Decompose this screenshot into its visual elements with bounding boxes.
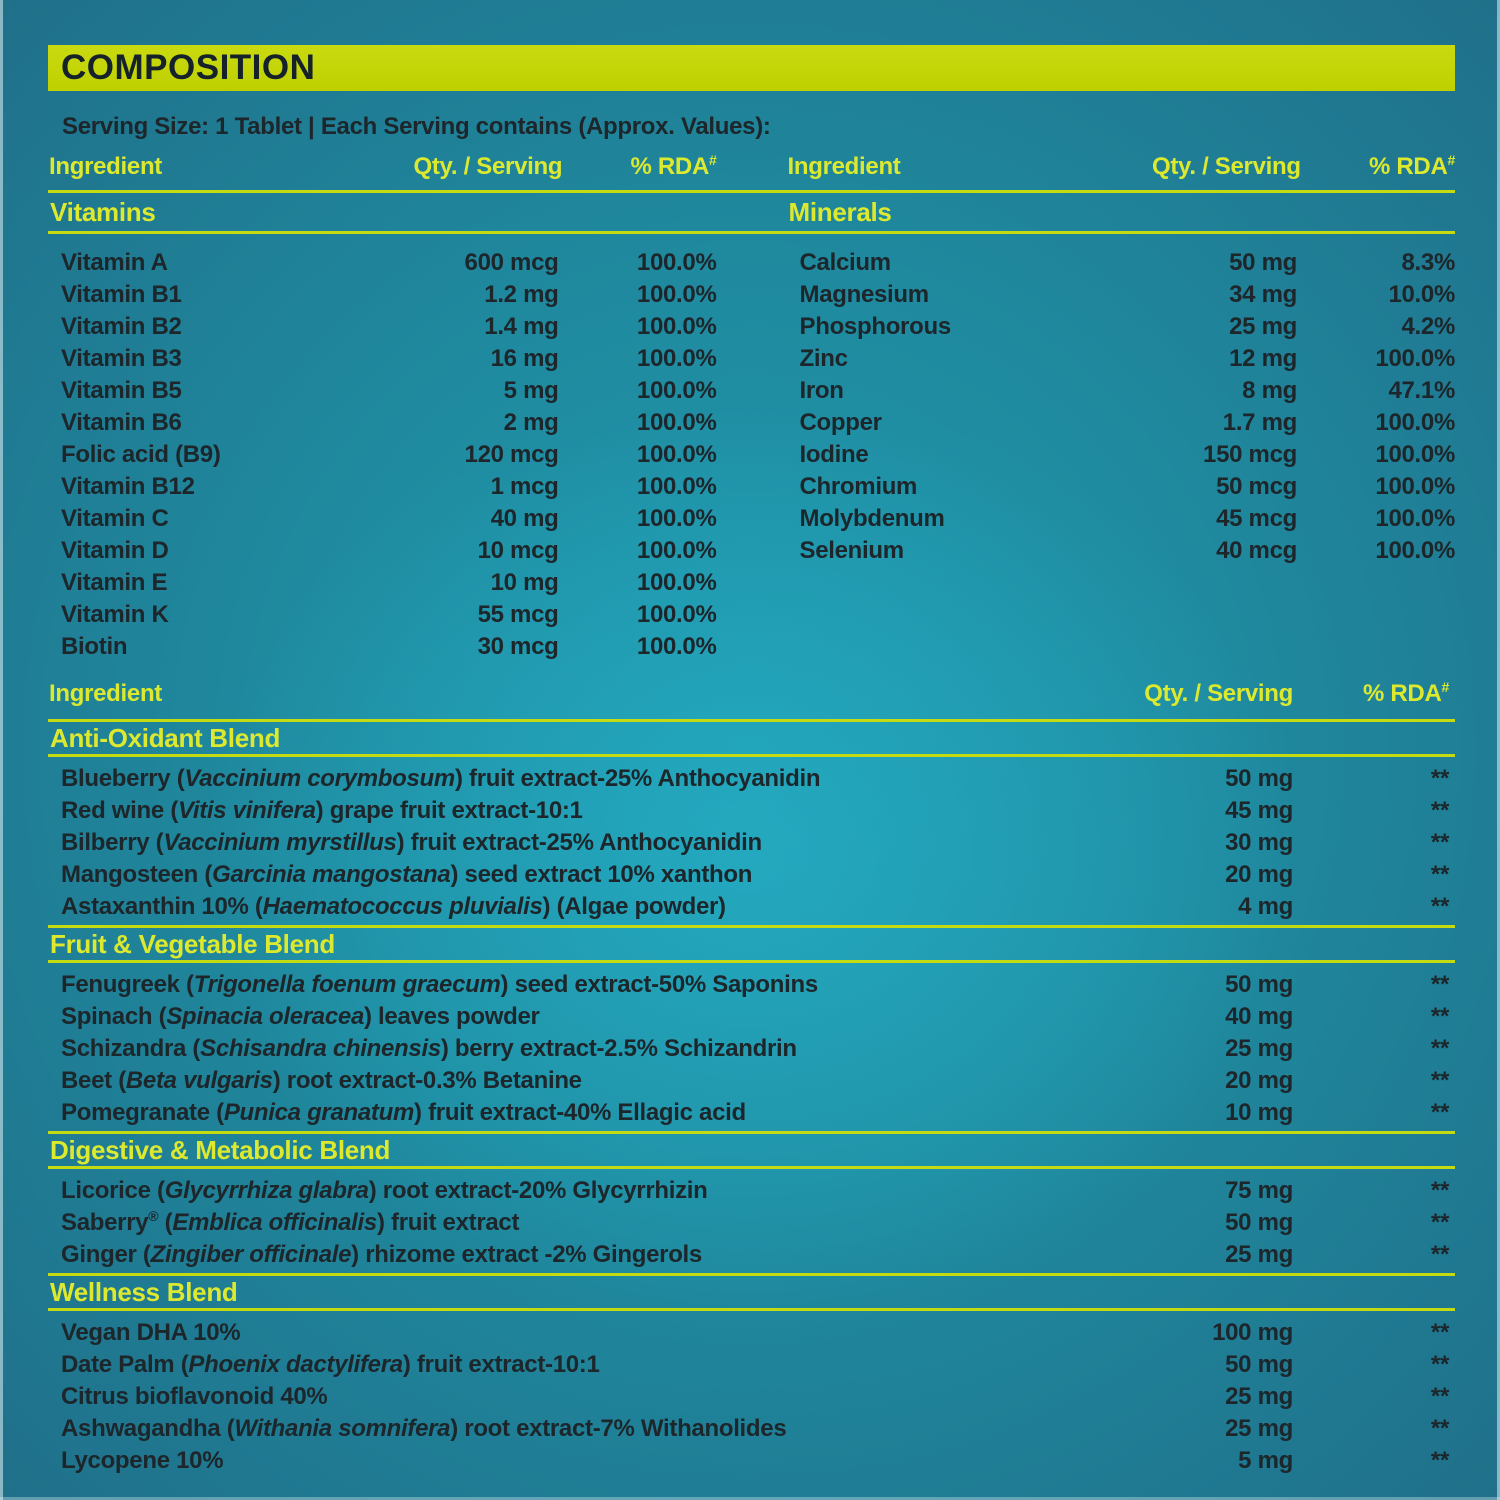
quantity-per-serving: 25 mg (1225, 1415, 1293, 1442)
blend-rows (48, 1311, 1455, 1479)
table-row (48, 567, 717, 599)
rda-percent: 100.0% (636, 313, 717, 340)
table-row (48, 891, 1455, 923)
composition-title: COMPOSITION (61, 48, 316, 87)
quantity-per-serving: 50 mg (1225, 1351, 1293, 1378)
quantity-per-serving: 1.7 mg (1222, 409, 1297, 436)
ingredient-name: Vitamin K (61, 601, 169, 628)
table-row (48, 795, 1455, 827)
ingredient-name: Licorice (Glycyrrhiza glabra) root extract-20% Glycyrrhizin (61, 1177, 708, 1204)
rda-percent: ** (1430, 1319, 1449, 1346)
rda-percent: 8.3% (1401, 249, 1455, 276)
ingredient-name: Fenugreek (Trigonella foenum graecum) seed extract-50% Saponins (61, 971, 818, 998)
scientific-name: Vitis vinifera (178, 797, 316, 824)
table-row (787, 247, 1456, 279)
quantity-per-serving: 150 mcg (1203, 441, 1297, 468)
table-row (48, 1239, 1455, 1271)
table-row (787, 343, 1456, 375)
rda-label: % RDA (1368, 153, 1448, 180)
scientific-name: Garcinia mangostana (212, 861, 451, 888)
ingredient-name: Copper (799, 409, 882, 436)
table-row (48, 1381, 1455, 1413)
scientific-name: Beta vulgaris (125, 1067, 273, 1094)
rda-percent: ** (1430, 1099, 1449, 1126)
quantity-per-serving: 50 mcg (1216, 473, 1297, 500)
table-row (48, 1001, 1455, 1033)
quantity-per-serving: 12 mg (1229, 345, 1297, 372)
table-row (48, 599, 717, 631)
ingredient-name: Schizandra (Schisandra chinensis) berry extract-2.5% Schizandrin (61, 1035, 797, 1062)
rda-percent: ** (1430, 893, 1449, 920)
table-row (48, 439, 717, 471)
ingredient-name: Vitamin B12 (61, 473, 195, 500)
table-row (787, 375, 1456, 407)
ingredient-name: Red wine (Vitis vinifera) grape fruit extract-10:1 (61, 797, 583, 824)
quantity-per-serving: 20 mg (1225, 861, 1293, 888)
quantity-per-serving: 10 mcg (477, 537, 559, 564)
ingredient-name: Lycopene 10% (61, 1447, 224, 1474)
quantity-per-serving: 20 mg (1225, 1067, 1293, 1094)
scientific-name: Spinacia oleracea (166, 1003, 364, 1030)
quantity-per-serving: 50 mg (1225, 1209, 1293, 1236)
quantity-per-serving: 1.4 mg (484, 313, 559, 340)
blends-table-header-row (48, 680, 1455, 708)
ingredient-name: Pomegranate (Punica granatum) fruit extract-40% Ellagic acid (61, 1099, 746, 1126)
composition-header-bar (48, 45, 1455, 91)
rda-percent: ** (1430, 797, 1449, 824)
quantity-per-serving: 40 mg (490, 505, 559, 532)
ingredient-name: Zinc (799, 345, 848, 372)
quantity-per-serving: 16 mg (490, 345, 559, 372)
ingredient-name: Folic acid (B9) (61, 441, 221, 468)
scientific-name: Vaccinium corymbosum (184, 765, 455, 792)
quantity-per-serving: 5 mg (503, 377, 559, 404)
quantity-per-serving: 55 mcg (477, 601, 559, 628)
quantity-per-serving: 2 mg (503, 409, 559, 436)
label-content (48, 45, 1455, 1479)
table-row (48, 1065, 1455, 1097)
quantity-per-serving: 8 mg (1242, 377, 1297, 404)
minerals-rows (787, 247, 1456, 663)
ingredient-name: Ashwagandha (Withania somnifera) root extract-7% Withanolides (61, 1415, 787, 1442)
blend-rows (48, 1169, 1455, 1273)
rda-percent: 100.0% (1375, 345, 1455, 372)
table-row (787, 503, 1456, 535)
scientific-name: Phoenix dactylifera (188, 1351, 403, 1378)
ingredient-name: Vitamin D (61, 537, 169, 564)
quantity-per-serving: 600 mcg (464, 249, 559, 276)
quantity-per-serving: 120 mcg (464, 441, 559, 468)
rda-percent: 100.0% (636, 633, 717, 660)
quantity-per-serving: 1.2 mg (484, 281, 559, 308)
table-row (48, 1207, 1455, 1239)
top-table-rows (48, 234, 1455, 663)
table-row (787, 311, 1456, 343)
rda-column-header (1293, 680, 1455, 708)
top-table-section-titles (48, 193, 1455, 231)
table-row (48, 969, 1455, 1001)
rda-percent: ** (1430, 1415, 1449, 1442)
quantity-per-serving: 25 mg (1225, 1035, 1293, 1062)
table-row (48, 407, 717, 439)
scientific-name: Schisandra chinensis (200, 1035, 441, 1062)
quantity-per-serving: 25 mg (1225, 1241, 1293, 1268)
table-row (48, 375, 717, 407)
table-row (48, 631, 717, 663)
rda-percent: 100.0% (636, 537, 717, 564)
top-table-headers (48, 153, 1455, 181)
table-row (48, 1175, 1455, 1207)
table-row (787, 439, 1456, 471)
quantity-per-serving: 45 mg (1225, 797, 1293, 824)
page-edge-left (0, 0, 3, 1500)
ingredient-name: Calcium (799, 249, 891, 276)
ingredient-name: Selenium (799, 537, 904, 564)
ingredient-name: Blueberry (Vaccinium corymbosum) fruit extract-25% Anthocyanidin (61, 765, 821, 792)
blends-sections (48, 722, 1455, 1479)
rda-percent: 100.0% (1375, 473, 1455, 500)
table-row (48, 1033, 1455, 1065)
ingredient-name: Vitamin E (61, 569, 168, 596)
scientific-name: Haematococcus pluvialis (262, 893, 543, 920)
table-row (48, 859, 1455, 891)
ingredient-name: Vitamin A (61, 249, 168, 276)
ingredient-name: Bilberry (Vaccinium myrstillus) fruit extract-25% Anthocyanidin (61, 829, 762, 856)
scientific-name: Trigonella foenum graecum (193, 971, 501, 998)
rda-percent: ** (1430, 1351, 1449, 1378)
rda-percent: ** (1430, 1067, 1449, 1094)
vitamins-rows (48, 247, 717, 663)
rda-label: % RDA (630, 153, 709, 180)
rda-percent: 100.0% (636, 281, 717, 308)
table-row (48, 503, 717, 535)
rda-footnote-mark: # (1441, 679, 1449, 695)
rda-column-header (559, 153, 717, 181)
rda-percent: ** (1430, 1209, 1449, 1236)
rda-column-header (1297, 153, 1455, 181)
rda-percent: 100.0% (1375, 537, 1455, 564)
table-row (48, 343, 717, 375)
rda-percent: 100.0% (636, 409, 717, 436)
rda-percent: ** (1430, 861, 1449, 888)
rda-percent: 100.0% (636, 441, 717, 468)
ingredient-name: Vitamin B2 (61, 313, 182, 340)
rda-percent: ** (1430, 829, 1449, 856)
blend-rows (48, 757, 1455, 925)
ingredient-name: Citrus bioflavonoid 40% (61, 1383, 328, 1410)
scientific-name: Punica granatum (223, 1099, 415, 1126)
rda-percent: 10.0% (1388, 281, 1455, 308)
ingredient-name: Molybdenum (799, 505, 945, 532)
table-row (48, 1317, 1455, 1349)
table-row (48, 1413, 1455, 1445)
ingredient-name: Vitamin C (61, 505, 169, 532)
scientific-name: Vaccinium myrstillus (163, 829, 397, 856)
ingredient-name: Vitamin B1 (61, 281, 182, 308)
ingredient-name: Vitamin B3 (61, 345, 182, 372)
rda-percent: 4.2% (1401, 313, 1455, 340)
ingredient-name: Vitamin B6 (61, 409, 182, 436)
ingredient-name: Saberry® (Emblica officinalis) fruit extract (61, 1208, 520, 1236)
blend-section-title: Anti-Oxidant Blend (50, 723, 281, 753)
serving-size-line: Serving Size: 1 Tablet | Each Serving contains (Approx. Values): (62, 113, 771, 140)
rda-percent: ** (1430, 1447, 1449, 1474)
quantity-per-serving: 50 mg (1225, 971, 1293, 998)
rda-percent: 100.0% (1375, 441, 1455, 468)
scientific-name: Emblica officinalis (172, 1209, 377, 1236)
quantity-per-serving: 10 mg (490, 569, 559, 596)
quantity-per-serving: 50 mg (1225, 765, 1293, 792)
quantity-per-serving: 25 mg (1225, 1383, 1293, 1410)
ingredient-name: Magnesium (799, 281, 929, 308)
rda-percent: 100.0% (636, 569, 717, 596)
rda-percent: ** (1430, 1035, 1449, 1062)
quantity-per-serving: 25 mg (1229, 313, 1297, 340)
ingredient-name: Phosphorous (799, 313, 951, 340)
ingredient-name: Beet (Beta vulgaris) root extract-0.3% Betanine (61, 1067, 582, 1094)
ingredient-column-header: Ingredient (787, 153, 901, 180)
table-row (787, 279, 1456, 311)
quantity-per-serving: 100 mg (1212, 1319, 1293, 1346)
ingredient-name: Chromium (799, 473, 918, 500)
ingredient-name: Iodine (799, 441, 869, 468)
quantity-per-serving: 4 mg (1238, 893, 1293, 920)
table-row (48, 763, 1455, 795)
table-row (48, 1097, 1455, 1129)
ingredient-name: Vitamin B5 (61, 377, 182, 404)
registered-mark: ® (148, 1208, 159, 1224)
quantity-per-serving: 75 mg (1225, 1177, 1293, 1204)
rda-percent: 100.0% (636, 601, 717, 628)
table-row (48, 827, 1455, 859)
rda-percent: 100.0% (636, 345, 717, 372)
table-row (48, 1445, 1455, 1477)
table-row (48, 535, 717, 567)
rda-percent: 100.0% (636, 473, 717, 500)
scientific-name: Zingiber officinale (150, 1241, 352, 1268)
table-row (787, 471, 1456, 503)
rda-percent: 100.0% (1375, 505, 1455, 532)
ingredient-name: Biotin (61, 633, 128, 660)
quantity-per-serving: 30 mg (1225, 829, 1293, 856)
quantity-per-serving: 45 mcg (1216, 505, 1297, 532)
rda-percent: 100.0% (1375, 409, 1455, 436)
table-row (48, 311, 717, 343)
vitamins-section-title: Vitamins (50, 197, 156, 227)
rda-percent: ** (1430, 1383, 1449, 1410)
rda-percent: 47.1% (1388, 377, 1455, 404)
rda-footnote-mark: # (1447, 152, 1455, 168)
blend-section-title: Wellness Blend (50, 1277, 238, 1307)
ingredient-column-header: Ingredient (49, 153, 163, 180)
quantity-per-serving: 5 mg (1238, 1447, 1293, 1474)
ingredient-name: Vegan DHA 10% (61, 1319, 241, 1346)
blend-section-title: Digestive & Metabolic Blend (50, 1135, 391, 1165)
qty-column-header: Qty. / Serving (1152, 153, 1301, 180)
quantity-per-serving: 1 mcg (490, 473, 559, 500)
rda-percent: 100.0% (636, 377, 717, 404)
rda-percent: 100.0% (636, 249, 717, 276)
quantity-per-serving: 50 mg (1229, 249, 1297, 276)
quantity-per-serving: 40 mcg (1216, 537, 1297, 564)
quantity-per-serving: 40 mg (1225, 1003, 1293, 1030)
ingredient-name: Iron (799, 377, 844, 404)
vitamins-table-header-row (48, 153, 717, 181)
minerals-section-title: Minerals (788, 197, 892, 227)
ingredient-name: Astaxanthin 10% (Haematococcus pluvialis) (Algae powder) (61, 893, 726, 920)
quantity-per-serving: 34 mg (1229, 281, 1297, 308)
quantity-per-serving: 30 mcg (477, 633, 559, 660)
rda-percent: ** (1430, 1003, 1449, 1030)
ingredient-name: Ginger (Zingiber officinale) rhizome extract -2% Gingerols (61, 1241, 702, 1268)
table-row (48, 471, 717, 503)
blend-rows (48, 963, 1455, 1131)
rda-percent: ** (1430, 1177, 1449, 1204)
table-row (48, 1349, 1455, 1381)
ingredient-name: Date Palm (Phoenix dactylifera) fruit extract-10:1 (61, 1351, 600, 1378)
ingredient-name: Mangosteen (Garcinia mangostana) seed extract 10% xanthon (61, 861, 753, 888)
ingredient-name: Spinach (Spinacia oleracea) leaves powder (61, 1003, 540, 1030)
rda-label: % RDA (1362, 680, 1442, 707)
qty-column-header: Qty. / Serving (1144, 680, 1293, 707)
quantity-per-serving: 10 mg (1225, 1099, 1293, 1126)
table-row (48, 247, 717, 279)
rda-footnote-mark: # (709, 152, 717, 168)
table-row (787, 407, 1456, 439)
table-row (48, 279, 717, 311)
rda-percent: 100.0% (636, 505, 717, 532)
minerals-table-header-row (787, 153, 1456, 181)
table-row (787, 535, 1456, 567)
blend-section-title: Fruit & Vegetable Blend (50, 929, 335, 959)
rda-percent: ** (1430, 765, 1449, 792)
ingredient-column-header: Ingredient (49, 680, 163, 707)
rda-percent: ** (1430, 971, 1449, 998)
rda-percent: ** (1430, 1241, 1449, 1268)
scientific-name: Withania somnifera (234, 1415, 451, 1442)
qty-column-header: Qty. / Serving (413, 153, 563, 180)
scientific-name: Glycyrrhiza glabra (164, 1177, 369, 1204)
